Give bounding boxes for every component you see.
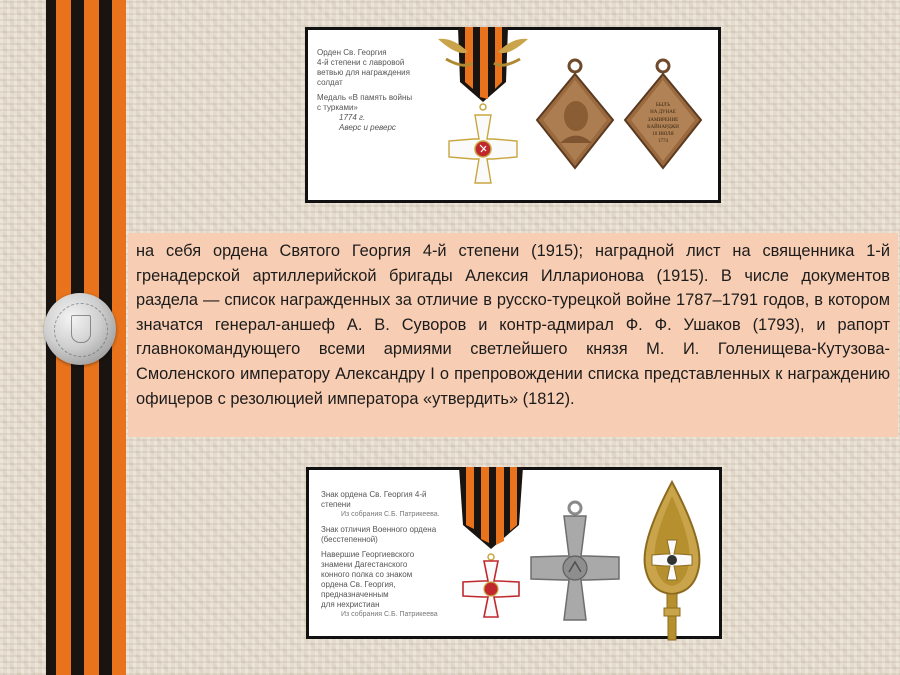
caption-line: степени (321, 500, 351, 509)
caption-note: Аверс и реверс (339, 123, 396, 132)
caption-line: Знак отличия Военного ордена (321, 525, 437, 534)
caption-line: (бесстепенной) (321, 535, 378, 544)
caption-line: Медаль «В память войны (317, 93, 413, 102)
medal-inscription: ЗАМИРЕНИЕ (647, 118, 679, 123)
photo-panel-bottom (306, 467, 722, 639)
cross-white (463, 561, 519, 617)
caption-line: солдат (317, 78, 343, 87)
photo-panel-top (305, 27, 721, 203)
medal-inscription: НА ДУНАЕ (650, 110, 676, 115)
cross-white (449, 115, 517, 183)
ribbon-bow (459, 467, 523, 549)
caption-line: Знак ордена Св. Георгия 4-й (321, 490, 427, 499)
silver-medal-decoration (44, 293, 116, 365)
medal-inscription: 1774 (658, 139, 668, 144)
caption-source: Из собрания С.Б. Патрикеева (341, 611, 438, 618)
caption-line: для нехристиан (321, 600, 380, 609)
caption-line: ордена Св. Георгия, (321, 580, 396, 589)
caption-order-st-george (317, 48, 427, 133)
caption-group-bottom (321, 490, 456, 620)
order-badge-4th-class-image (447, 467, 537, 637)
caption-line: ветвью для награждения (317, 68, 410, 77)
medal-inscription: КАЙНАРДЖИ (647, 125, 679, 130)
medal-obverse-image (530, 58, 620, 178)
caption-year: 1774 г. (339, 113, 366, 122)
caption-line: Навершие Георгиевского (321, 550, 415, 559)
caption-line: предназначенным (321, 590, 389, 599)
caption-line: 4-й степени с лавровой (317, 58, 405, 67)
caption-line: с турками» (317, 103, 358, 112)
caption-line: знамени Дагестанского (321, 560, 408, 569)
main-text-box (128, 233, 898, 437)
medal-inscription: БЫЛЪ (655, 103, 671, 108)
military-order-silver-cross-image (527, 500, 623, 620)
banner-finial-image (631, 480, 713, 640)
medal-inscription: 10 ИЮЛЯ (652, 132, 674, 137)
medal-reverse-image (618, 58, 708, 178)
caption-line: Орден Св. Георгия (317, 48, 387, 57)
medal-crest (71, 315, 91, 343)
order-st-george-image (428, 27, 538, 177)
main-paragraph: на себя ордена Святого Георгия 4-й степени (1915); наградной лист на священника 1-й гренадерской артиллерийской бригады Алексия Илларионова (1915). В числе документов раздела — список награжденных за отличие в русско-турецкой войне 1787–1791 годов, в котором значатся генерал-аншеф А. В. Суворов и контр-адмирал Ф. Ф. Ушаков (1793), и рапорт главнокомандующего всеми армиями светлейшего князя М. И. Голенищева-Кутузова-Смоленского императору Александру I о препровождении списка представленных к награждению офицеров с резолюцией императора «утвердить» (1812). (136, 242, 890, 408)
caption-source: Из собрания С.Б. Патрикеева. (341, 511, 440, 518)
caption-line: конного полка со знаком (321, 570, 413, 579)
ribbon-bow (438, 27, 528, 102)
